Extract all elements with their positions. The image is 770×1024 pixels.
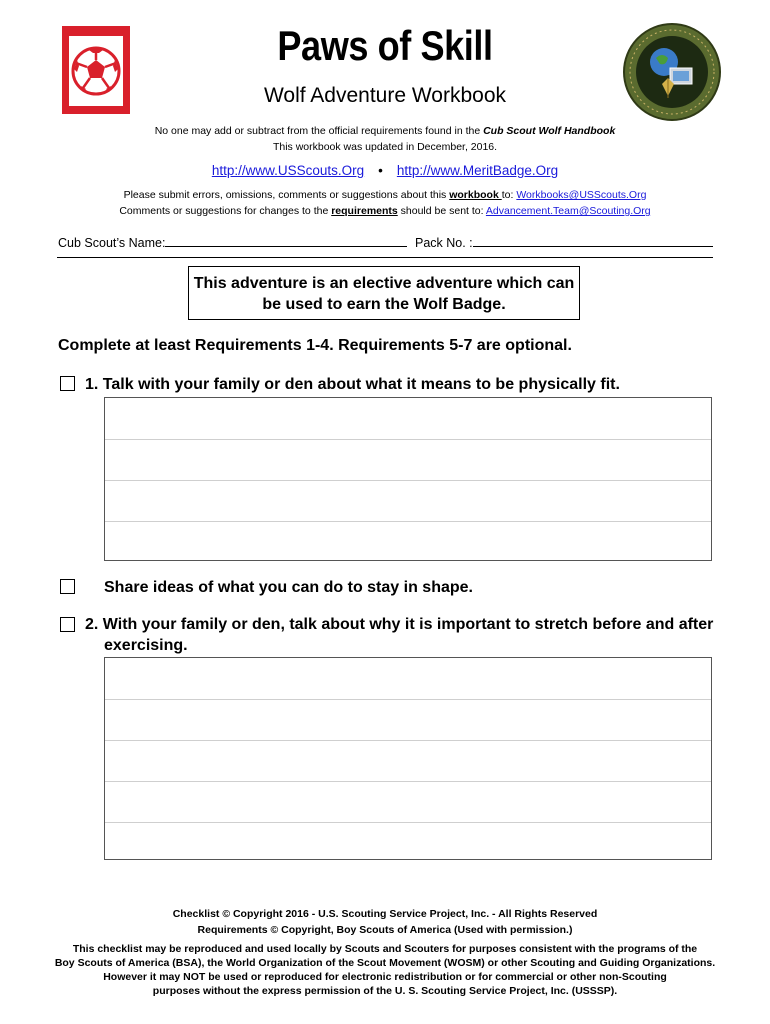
- workbooks-email-link[interactable]: Workbooks@USScouts.Org: [516, 189, 647, 201]
- submit-requirements-note: [0, 204, 770, 218]
- workbook-word: workbook: [449, 189, 502, 201]
- requirements-note-text: No one may add or subtract from the official requirements found in the: [154, 125, 484, 137]
- requirement-1-answer-box[interactable]: [104, 397, 712, 561]
- scout-name-label: Cub Scout’s Name:: [58, 236, 166, 250]
- advancement-email-link[interactable]: Advancement.Team@Scouting.Org: [485, 205, 651, 217]
- requirement-2-answer-box[interactable]: [104, 657, 712, 860]
- submit-errors-note: [0, 188, 770, 202]
- share-ideas-text: Share ideas of what you can do to stay in shape.: [104, 579, 473, 596]
- meritbadge-link[interactable]: http://www.MeritBadge.Org: [396, 163, 559, 178]
- pack-number-line[interactable]: [473, 234, 713, 247]
- elective-notice-box: This adventure is an elective adventure which can be used to earn the Wolf Badge.: [188, 266, 580, 320]
- link-separator: •: [378, 163, 383, 178]
- updated-note: This workbook was updated in December, 2016.: [272, 141, 498, 153]
- usage-terms-4: purposes without the express permission of the U. S. Scouting Service Project, Inc. (USSSP).: [152, 985, 618, 997]
- scout-name-line[interactable]: [165, 234, 407, 247]
- usage-terms-1: This checklist may be reproduced and used locally by Scouts and Scouters for purposes consistent with the programs of the: [72, 943, 698, 955]
- pack-number-label: Pack No. :: [415, 236, 473, 250]
- requirements-copyright: Requirements © Copyright, Boy Scouts of America (Used with permission.): [197, 924, 573, 936]
- copyright-line: Checklist © Copyright 2016 - U.S. Scouting Service Project, Inc. - All Rights Reserved: [172, 908, 598, 920]
- requirement-1-text: 1. Talk with your family or den about what it means to be physically fit.: [85, 376, 620, 393]
- answer-line: [105, 480, 711, 481]
- usage-terms-3: However it may NOT be used or reproduced for electronic redistribution or for commercial or other non-Scouting: [103, 971, 667, 983]
- submit-requirements-text: Comments or suggestions for changes to the: [119, 205, 332, 217]
- completion-instructions: Complete at least Requirements 1-4. Requirements 5-7 are optional.: [58, 337, 572, 354]
- requirements-word: requirements: [331, 205, 398, 217]
- answer-line: [105, 740, 711, 741]
- page-title: Paws of Skill: [277, 22, 493, 69]
- submit-requirements-to: should be sent to:: [397, 205, 486, 217]
- requirement-2-text: 2. With your family or den, talk about why it is important to stretch before and after exercising.: [85, 616, 714, 654]
- answer-line: [105, 781, 711, 782]
- answer-line: [105, 822, 711, 823]
- requirements-note: [0, 124, 770, 138]
- page-subtitle: Wolf Adventure Workbook: [263, 84, 506, 107]
- pack-number-field[interactable]: [415, 234, 713, 250]
- scout-name-field[interactable]: [58, 234, 407, 250]
- handbook-title: Cub Scout Wolf Handbook: [483, 125, 616, 137]
- submit-errors-text: Please submit errors, omissions, comments or suggestions about this: [123, 189, 450, 201]
- share-ideas-checkbox[interactable]: [60, 579, 75, 594]
- requirement-2-checkbox[interactable]: [60, 617, 75, 632]
- answer-line: [105, 439, 711, 440]
- website-links: [0, 163, 770, 178]
- requirement-1-checkbox[interactable]: [60, 376, 75, 391]
- header-divider: [57, 257, 713, 258]
- usage-terms-2: Boy Scouts of America (BSA), the World Organization of the Scout Movement (WOSM) or other Scouting and Guiding Organizations.: [54, 957, 716, 969]
- answer-line: [105, 521, 711, 522]
- usscouts-link[interactable]: http://www.USScouts.Org: [211, 163, 365, 178]
- submit-errors-to: to:: [501, 189, 517, 201]
- answer-line: [105, 699, 711, 700]
